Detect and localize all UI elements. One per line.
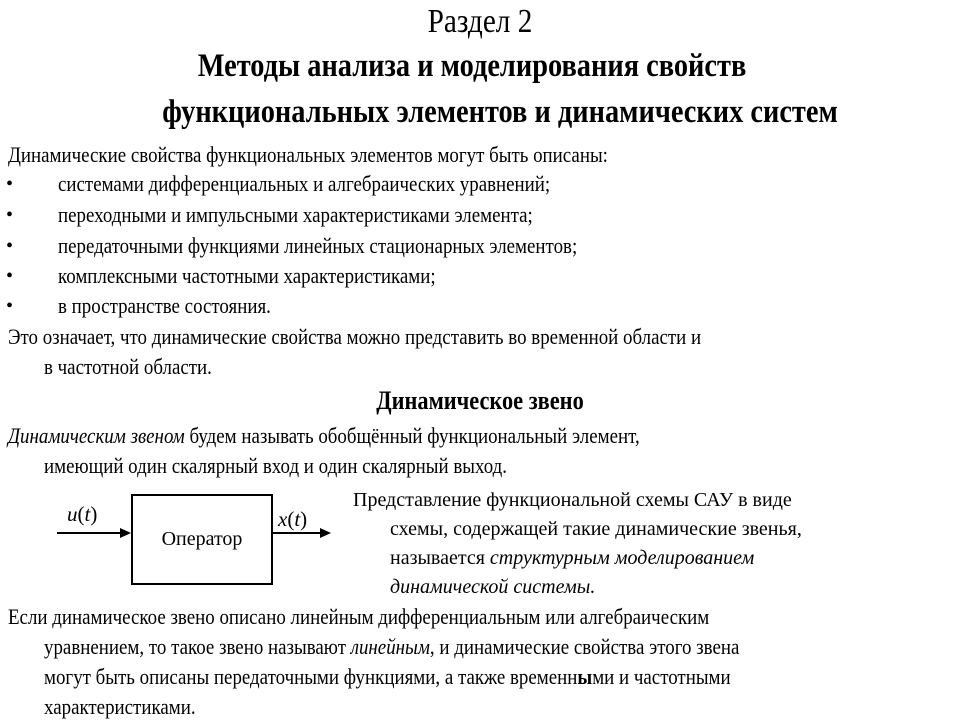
operator-block [131, 494, 273, 585]
side-note-line-1: Представление функциональной схемы САУ в виде [353, 489, 792, 511]
page-title-line-1: Методы анализа и моделирования свойств [197, 48, 747, 84]
closing-line-1: Если динамическое звено описано линейным дифференциальным или алгебраическим [8, 604, 710, 629]
side-note-line-3: называется структурным моделированием [390, 547, 755, 569]
subheading-dynamic-link: Динамическое звено [376, 386, 584, 415]
bullet-icon: • [6, 295, 14, 317]
section-label: Раздел 2 [427, 3, 533, 40]
bullet-icon: • [6, 204, 14, 226]
definition-line-1 [8, 421, 640, 451]
conclusion-line-1: Это означает, что динамические свойства можно представить во временной области и [8, 324, 702, 349]
closing-line-4: характеристиками. [44, 694, 196, 719]
bullet-item: передаточными функциями линейных стационарных элементов; [58, 233, 578, 258]
output-signal-label: x(t) [278, 507, 308, 531]
page-title-line-2: функциональных элементов и динамических систем [162, 94, 838, 130]
linear-term: линейным [350, 634, 430, 659]
input-arrowhead-icon [120, 528, 131, 538]
conclusion-line-2: в частотной области. [44, 354, 212, 379]
bullet-item: переходными и импульсными характеристиками элемента; [58, 202, 533, 227]
block-diagram [40, 480, 350, 600]
side-note-line-4: динамической системы. [390, 576, 596, 598]
input-signal-label: u(t) [67, 502, 98, 526]
side-note-line-2: схемы, содержащей такие динамические звенья, [390, 518, 802, 540]
bullet-icon: • [6, 235, 14, 257]
output-arrowhead-icon [320, 528, 331, 538]
bullet-item: комплексными частотными характеристиками; [58, 263, 436, 288]
bullet-icon: • [6, 173, 14, 195]
bullet-item: в пространстве состояния. [58, 293, 271, 318]
bullet-item: системами дифференциальных и алгебраических уравнений; [58, 171, 551, 196]
closing-line-3: могут быть описаны передаточными функциями, а также временными и частотными [44, 664, 731, 689]
operator-label: Оператор [161, 528, 243, 550]
definition-rest: будем называть обобщённый функциональный элемент, [184, 423, 640, 448]
bullet-icon: • [6, 265, 14, 287]
structural-modeling-term: структурным моделированием [489, 547, 755, 569]
intro-lead: Динамические свойства функциональных элементов могут быть описаны: [8, 142, 608, 167]
definition-term: Динамическим звеном [8, 423, 185, 448]
definition-line-2: имеющий один скалярный вход и один скалярный выход. [44, 453, 508, 478]
closing-line-2: уравнением, то такое звено называют линейным, и динамические свойства этого звена [44, 634, 740, 659]
